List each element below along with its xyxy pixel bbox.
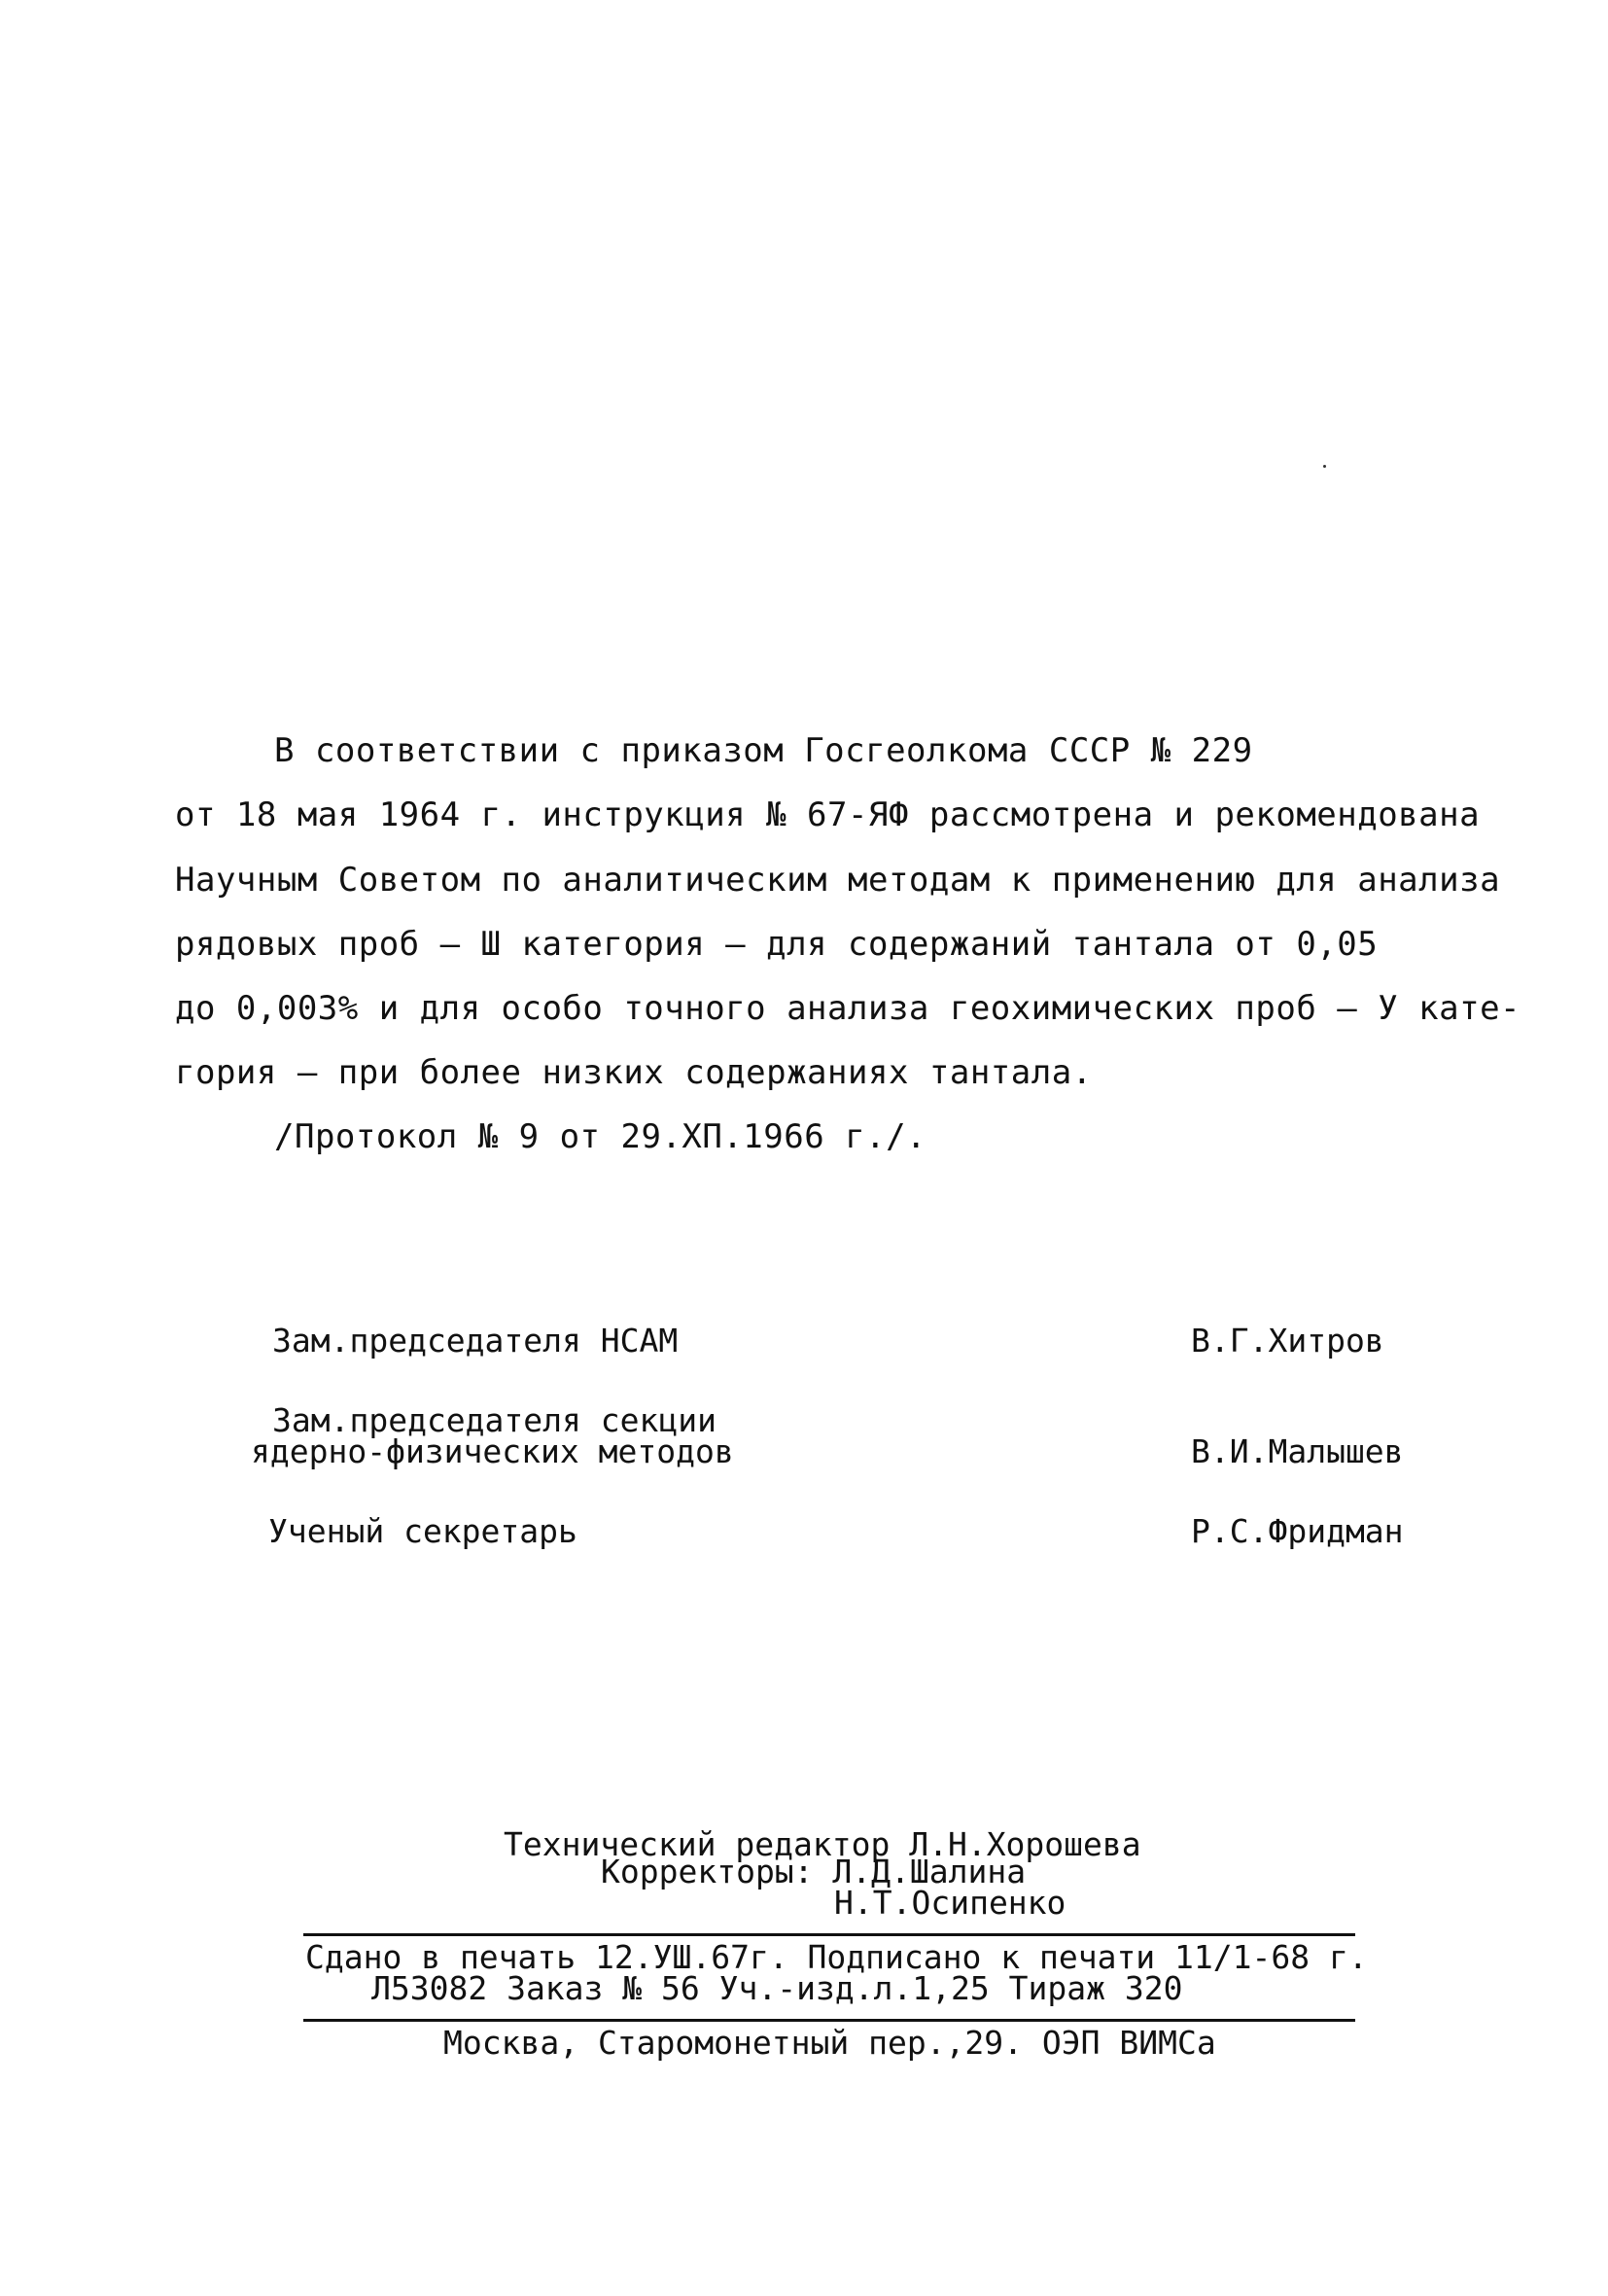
print-info: Сдано в печать 12.УШ.67г. Подписано к печати 11/1-68 г. [305, 1938, 1368, 1976]
scan-speck [1323, 465, 1326, 468]
signatory-title: ядерно-физических методов [251, 1432, 734, 1470]
correctors: Н.Т.Осипенко [834, 1884, 1066, 1922]
protocol-reference: /Протокол № 9 от 29.ХП.1966 г./. [274, 1117, 927, 1156]
print-info: Л53082 Заказ № 56 Уч.-изд.л.1,25 Тираж 320 [371, 1969, 1183, 2007]
signatory-name: В.Г.Хитров [1191, 1322, 1384, 1360]
approval-line-3: Научным Советом по аналитическим методам к применению для анализа [175, 861, 1501, 900]
publisher-address: Москва, Старомонетный пер.,29. ОЭП ВИМСа [443, 2024, 1216, 2062]
approval-line-6: гория – при более низких содержаниях тантала. [175, 1053, 1093, 1092]
divider-top [303, 1933, 1355, 1936]
approval-line-5: до 0,003% и для особо точного анализа геохимических проб – У кате- [175, 989, 1521, 1028]
approval-line-4: рядовых проб – Ш категория – для содержаний тантала от 0,05 [175, 925, 1379, 964]
signatory-name: В.И.Малышев [1191, 1432, 1404, 1470]
signatory-name: Р.С.Фридман [1191, 1512, 1404, 1550]
approval-line-2: от 18 мая 1964 г. инструкция № 67-ЯФ рассмотрена и рекомендована [175, 795, 1481, 834]
correctors: Корректоры: Л.Д.Шалина [601, 1853, 1027, 1890]
approval-line-1: В соответствии с приказом Госгеолкома СССР № 229 [274, 731, 1253, 770]
technical-editor: Технический редактор Л.Н.Хорошева [504, 1825, 1141, 1863]
signatory-title: Ученый секретарь [268, 1512, 577, 1550]
signatory-title: Зам.председателя секции [272, 1401, 717, 1439]
divider-bottom [303, 2019, 1355, 2022]
signatory-title: Зам.председателя НСАМ [272, 1322, 679, 1360]
